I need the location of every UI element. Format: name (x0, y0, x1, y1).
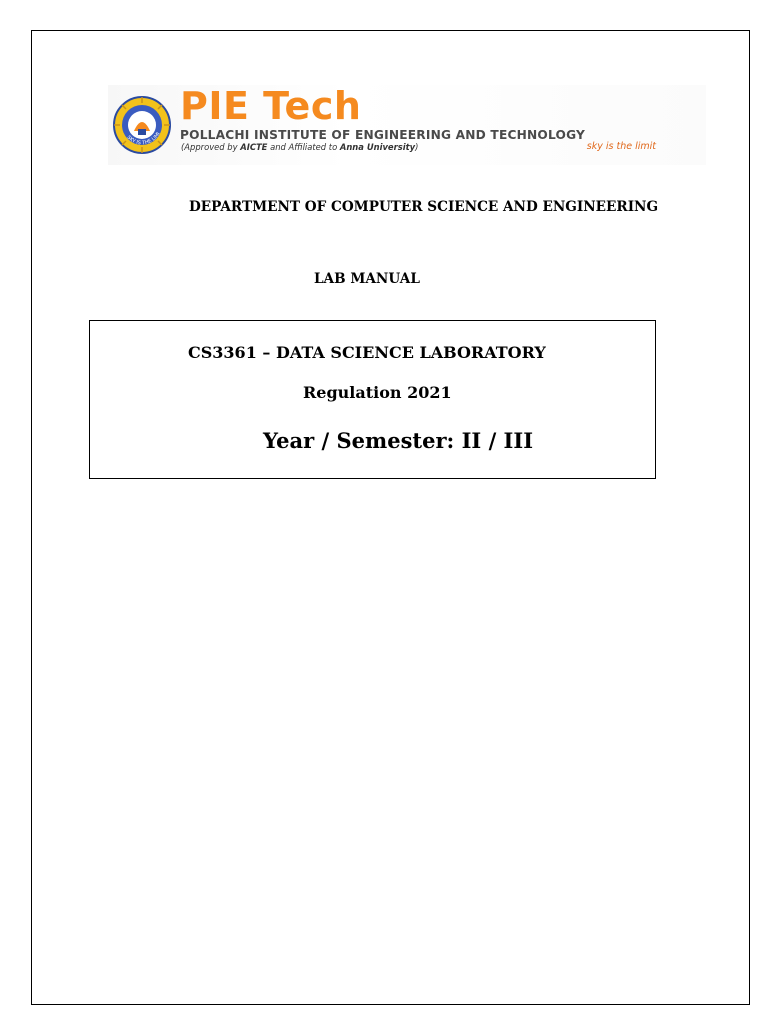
approval-note: (Approved by AICTE and Affiliated to Anna University) (181, 142, 419, 152)
page-border (31, 30, 750, 1005)
year-semester: Year / Semester: II / III (263, 428, 534, 453)
course-info-box (89, 320, 656, 479)
regulation: Regulation 2021 (303, 383, 452, 402)
institute-name: POLLACHI INSTITUTE OF ENGINEERING AND TECHNOLOGY (180, 128, 586, 142)
institute-header (108, 85, 706, 165)
document-type: LAB MANUAL (314, 271, 420, 287)
tagline: sky is the limit (586, 141, 656, 152)
institute-seal-logo (112, 95, 172, 155)
seal-text: SKY IS THE LIMI (125, 131, 162, 147)
department-heading: DEPARTMENT OF COMPUTER SCIENCE AND ENGINEERING (189, 199, 659, 215)
brand-name: PIE Tech (180, 84, 362, 128)
course-title: CS3361 – DATA SCIENCE LABORATORY (188, 343, 546, 362)
